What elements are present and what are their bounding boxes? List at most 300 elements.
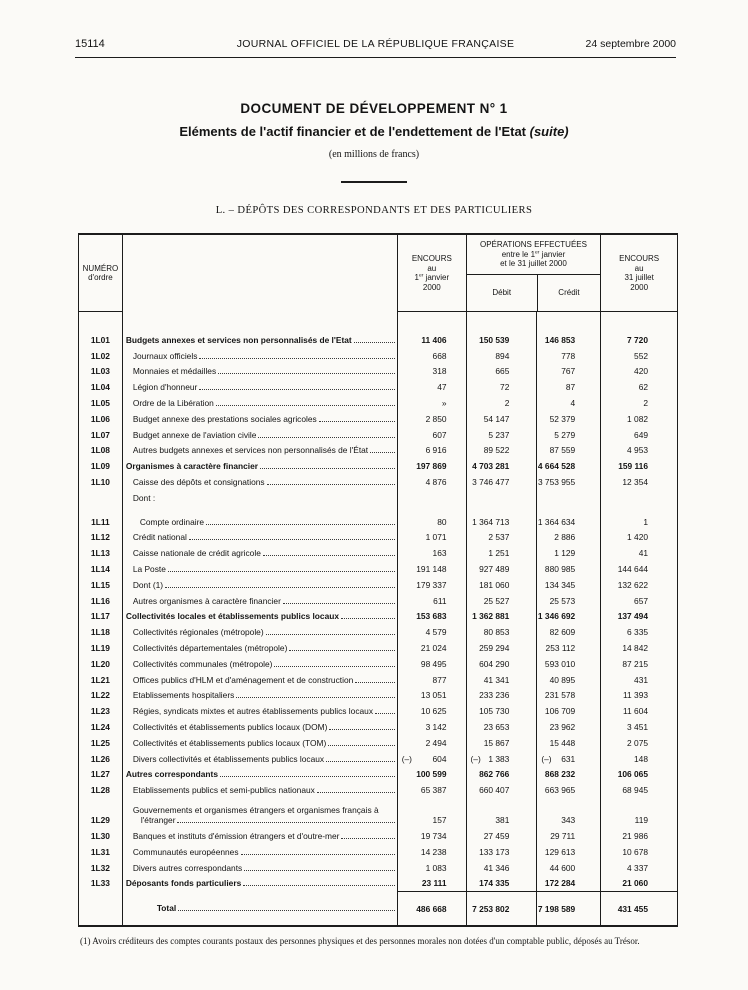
cell-encours-jan: 163: [398, 545, 467, 561]
cell-encours-jan: 153 683: [398, 609, 467, 625]
cell-encours-juil: 649: [634, 429, 649, 440]
cell-encours-juil: 144 644: [617, 563, 649, 574]
row-label: Budget annexe de l'aviation civile: [123, 427, 398, 443]
cell-credit: 593 010: [537, 656, 601, 672]
leader-dots: [258, 437, 394, 438]
row-label: Budgets annexes et services non personnalisés de l'Etat: [123, 332, 398, 348]
table-row: [79, 332, 677, 348]
row-number: 1L10: [79, 474, 123, 490]
cell-encours-jan: 10 625: [398, 703, 467, 719]
cell-encours-jan: 1 071: [398, 530, 467, 546]
cell-credit: 2 886: [537, 530, 601, 546]
table-row: [79, 844, 677, 860]
col-debit-header: Débit: [467, 275, 538, 311]
leader-dots: [165, 587, 395, 588]
row-number: 1L25: [79, 735, 123, 751]
col-encours-juil-header: ENCOURS au 31 juillet 2000: [601, 235, 677, 312]
row-number: 1L09: [79, 458, 123, 474]
cell-encours-jan: 13 051: [398, 688, 467, 704]
cell-encours-jan: 2 494: [398, 735, 467, 751]
leader-dots: [199, 389, 394, 390]
row-label: Collectivités locales et établissements publics locaux: [123, 609, 398, 625]
cell-encours-jan: 877: [398, 672, 467, 688]
table-row: [79, 703, 677, 719]
cell-debit: 105 730: [467, 703, 538, 719]
cell-encours-juil: 148: [634, 753, 648, 764]
cell-encours-juil: 14 842: [622, 642, 649, 653]
cell-encours-juil: 1 420: [627, 532, 649, 543]
row-number: 1L01: [79, 332, 123, 348]
cell-credit: 146 853: [537, 332, 601, 348]
cell-encours-juil: 11 393: [623, 690, 649, 701]
table-row: [79, 593, 677, 609]
document-subtitle-main: Eléments de l'actif financier et de l'endettement de l'Etat: [179, 124, 526, 139]
row-number: 1L13: [79, 545, 123, 561]
table-row: [79, 609, 677, 625]
cell-encours-juil: 87 215: [622, 658, 649, 669]
cell-encours-juil: 12 354: [622, 476, 649, 487]
cell-credit: 3 753 955: [537, 474, 601, 490]
row-label: Déposants fonds particuliers: [123, 876, 398, 892]
cell-encours-juil: 10 678: [622, 846, 649, 857]
cell-credit: 343: [537, 798, 601, 828]
row-label: Crédit national: [123, 530, 398, 546]
row-number: 1L02: [79, 348, 123, 364]
table-header: [79, 235, 677, 312]
row-label: Dont :: [123, 490, 398, 506]
row-label: Organismes à caractère financier: [123, 458, 398, 474]
footnote: [68, 936, 678, 947]
cell-debit: 233 236: [467, 688, 538, 704]
cell-encours-juil: 159 116: [618, 461, 648, 472]
total-encours-jan: 486 668: [398, 891, 467, 925]
row-number: 1L22: [79, 688, 123, 704]
cell-encours-juil: 1: [643, 516, 648, 527]
cell-credit: 82 609: [537, 624, 601, 640]
cell-credit: 231 578: [537, 688, 601, 704]
row-label: Offices publics d'HLM et d'aménagement et de construction: [123, 672, 398, 688]
leader-dots: [319, 421, 395, 422]
row-label: Collectivités communales (métropole): [123, 656, 398, 672]
cell-credit: 15 448: [537, 735, 601, 751]
cell-encours-juil: 657: [634, 595, 649, 606]
cell-encours-juil: 41: [638, 548, 649, 559]
row-number: 1L32: [79, 860, 123, 876]
cell-debit: (–) 1 383: [467, 751, 538, 767]
leader-dots: [266, 634, 395, 635]
row-number: 1L14: [79, 561, 123, 577]
cell-credit: 44 600: [537, 860, 601, 876]
table-row: [79, 577, 677, 593]
leader-dots: [341, 618, 395, 619]
cell-encours-jan: 1 083: [398, 860, 467, 876]
leader-dots: [355, 682, 394, 683]
leader-dots: [326, 761, 395, 762]
cell-encours-juil: 2 075: [627, 737, 649, 748]
table-row: [79, 656, 677, 672]
table-row: [79, 530, 677, 546]
cell-debit: 27 459: [467, 828, 538, 844]
col-operations-header: [467, 235, 602, 312]
row-number: 1L29: [79, 798, 123, 828]
leader-dots: [199, 358, 394, 359]
divider-rule: [341, 181, 407, 183]
table-row: [79, 443, 677, 459]
table-row: [79, 561, 677, 577]
cell-debit: 2: [467, 395, 538, 411]
cell-encours-jan: (–) 604: [398, 751, 467, 767]
cell-encours-juil: 552: [634, 350, 649, 361]
row-label: Régies, syndicats mixtes et autres établissements publics locaux: [123, 703, 398, 719]
table-row: [79, 798, 677, 828]
cell-encours-jan: 197 869: [398, 458, 467, 474]
cell-credit: 253 112: [537, 640, 601, 656]
row-label: Légion d'honneur: [123, 379, 398, 395]
leader-dots: [267, 484, 395, 485]
row-number: 1L30: [79, 828, 123, 844]
unit-note: (en millions de francs): [328, 149, 420, 160]
row-number: 1L21: [79, 672, 123, 688]
cell-encours-jan: [398, 490, 467, 506]
cell-credit: 106 709: [537, 703, 601, 719]
row-number: 1L27: [79, 767, 123, 783]
col-encours-jan-header: ENCOURS au 1er janvier 2000: [398, 235, 467, 312]
table-row: [79, 395, 677, 411]
leader-dots: [168, 571, 395, 572]
cell-encours-jan: 6 916: [398, 443, 467, 459]
row-label: Caisse des dépôts et consignations: [123, 474, 398, 490]
total-credit: 7 198 589: [537, 891, 601, 925]
row-number: 1L15: [79, 577, 123, 593]
cell-encours-jan: 80: [398, 506, 467, 530]
cell-credit: 134 345: [537, 577, 601, 593]
col-numero-header-line1: NUMÉRO: [82, 263, 119, 273]
document-title: DOCUMENT DE DÉVELOPPEMENT N° 1: [240, 101, 508, 116]
leader-dots: [274, 666, 394, 667]
row-number: 1L04: [79, 379, 123, 395]
cell-credit: 880 985: [537, 561, 601, 577]
cell-encours-juil: 132 622: [617, 579, 649, 590]
table-row: [79, 458, 677, 474]
table-row: [79, 751, 677, 767]
cell-credit: (–) 631: [537, 751, 601, 767]
cell-encours-jan: 23 111: [398, 876, 467, 892]
leader-dots: [244, 870, 395, 871]
cell-credit: 767: [537, 364, 601, 380]
journal-title: JOURNAL OFFICIEL DE LA RÉPUBLIQUE FRANÇAISE: [236, 38, 515, 50]
cell-encours-jan: 611: [398, 593, 467, 609]
document-subtitle: [0, 124, 748, 139]
table-row: [79, 719, 677, 735]
cell-encours-jan: 607: [398, 427, 467, 443]
cell-debit: 41 346: [467, 860, 538, 876]
cell-encours-juil: 420: [634, 366, 649, 377]
row-number: 1L08: [79, 443, 123, 459]
table-row: [79, 624, 677, 640]
table-row: [79, 672, 677, 688]
cell-credit: 52 379: [537, 411, 601, 427]
table-row: [79, 312, 677, 332]
cell-debit: 80 853: [467, 624, 538, 640]
cell-credit: 778: [537, 348, 601, 364]
cell-debit: 5 237: [467, 427, 538, 443]
leader-dots: [328, 745, 394, 746]
leader-dots: [260, 468, 395, 469]
page-number: 15114: [75, 38, 105, 50]
cell-encours-juil: 7 720: [627, 334, 648, 345]
cell-encours-jan: 191 148: [398, 561, 467, 577]
cell-debit: 3 746 477: [467, 474, 538, 490]
table-row: [79, 545, 677, 561]
row-label: Autres correspondants: [123, 767, 398, 783]
table-row: [79, 364, 677, 380]
cell-debit: 89 522: [467, 443, 538, 459]
cell-credit: [537, 490, 601, 506]
table-row: [79, 640, 677, 656]
cell-encours-juil: 11 604: [623, 706, 649, 717]
cell-credit: 40 895: [537, 672, 601, 688]
cell-debit: 54 147: [467, 411, 538, 427]
cell-debit: 660 407: [467, 782, 538, 798]
cell-encours-juil: 4 337: [627, 862, 649, 873]
total-debit: 7 253 802: [467, 891, 538, 925]
row-label: Banques et instituts d'émission étrangers et d'outre-mer: [123, 828, 398, 844]
operations-header-caption: OPÉRATIONS EFFECTUÉES entre le 1er janvier et le 31 juillet 2000: [467, 235, 601, 275]
cell-debit: 2 537: [467, 530, 538, 546]
cell-debit: [467, 490, 538, 506]
table-body: [79, 312, 677, 891]
cell-encours-jan: 100 599: [398, 767, 467, 783]
cell-credit: 1 364 634: [537, 506, 601, 530]
row-label: Dont (1): [123, 577, 398, 593]
cell-encours-jan: 47: [398, 379, 467, 395]
leader-dots: [236, 697, 394, 698]
row-label: Divers autres correspondants: [123, 860, 398, 876]
total-label: Total: [156, 903, 177, 914]
issue-date: 24 septembre 2000: [585, 38, 676, 50]
cell-encours-jan: 3 142: [398, 719, 467, 735]
row-number: 1L33: [79, 876, 123, 892]
row-number: [79, 490, 123, 506]
row-number: 1L31: [79, 844, 123, 860]
cell-credit: 29 711: [537, 828, 601, 844]
table-row: [79, 767, 677, 783]
row-number: 1L03: [79, 364, 123, 380]
cell-credit: 868 232: [537, 767, 601, 783]
cell-credit: 4: [537, 395, 601, 411]
table-row: [79, 506, 677, 530]
row-label: Divers collectivités et établissements publics locaux: [123, 751, 398, 767]
cell-debit: 1 364 713: [467, 506, 538, 530]
leader-dots: [189, 539, 395, 540]
table-row: [79, 860, 677, 876]
table-row: [79, 688, 677, 704]
row-label: Collectivités et établissements publics locaux (TOM): [123, 735, 398, 751]
cell-encours-jan: 19 734: [398, 828, 467, 844]
row-number: 1L26: [79, 751, 123, 767]
col-numero-header: [79, 235, 123, 312]
row-number: 1L17: [79, 609, 123, 625]
table-row: [79, 782, 677, 798]
cell-debit: 1 362 881: [467, 609, 538, 625]
cell-debit: 894: [467, 348, 538, 364]
cell-encours-juil: 1 082: [627, 413, 649, 424]
leader-dots: [354, 342, 395, 343]
row-label: Etablissements publics et semi-publics nationaux: [123, 782, 398, 798]
col-label-header: [123, 235, 398, 312]
cell-debit: 72: [467, 379, 538, 395]
table-row: [79, 474, 677, 490]
footnote-text: (1) Avoirs créditeurs des comptes courants postaux des personnes physiques et des personnes morales non dotées d'un comptable public, déposés au Trésor.: [80, 936, 640, 946]
cell-debit: 604 290: [467, 656, 538, 672]
document-subtitle-suffix: (suite): [529, 124, 569, 139]
cell-encours-juil: 68 945: [622, 785, 649, 796]
cell-encours-jan: 668: [398, 348, 467, 364]
row-number: 1L05: [79, 395, 123, 411]
cell-debit: 15 867: [467, 735, 538, 751]
leader-dots: [178, 910, 395, 911]
leader-dots: [375, 713, 395, 714]
table-row: [79, 348, 677, 364]
section-heading: L. – DÉPÔTS DES CORRESPONDANTS ET DES PARTICULIERS: [215, 205, 533, 216]
cell-encours-juil: 6 335: [627, 627, 649, 638]
row-label: Autres budgets annexes et services non personnalisés de l'État: [123, 443, 398, 459]
cell-encours-jan: »: [398, 395, 467, 411]
row-number: 1L07: [79, 427, 123, 443]
cell-credit: 4 664 528: [537, 458, 601, 474]
row-number: 1L24: [79, 719, 123, 735]
row-label: Etablissements hospitaliers: [123, 688, 398, 704]
cell-debit: 174 335: [467, 876, 538, 892]
leader-dots: [218, 373, 395, 374]
leader-dots: [289, 650, 394, 651]
cell-encours-juil: 62: [638, 382, 649, 393]
cell-debit: 4 703 281: [467, 458, 538, 474]
leader-dots: [243, 885, 394, 886]
row-label: Gouvernements et organismes étrangers et organismes français à l'étranger: [123, 798, 398, 828]
col-numero-header-line2: d'ordre: [88, 273, 113, 282]
leader-dots: [220, 776, 395, 777]
row-label: Budget annexe des prestations sociales agricoles: [123, 411, 398, 427]
cell-debit: 41 341: [467, 672, 538, 688]
table-row: [79, 411, 677, 427]
total-encours-juil: 431 455: [601, 891, 677, 925]
row-label: Caisse nationale de crédit agricole: [123, 545, 398, 561]
leader-dots: [329, 729, 394, 730]
leader-dots: [263, 555, 395, 556]
cell-encours-juil: 4 953: [627, 445, 649, 456]
cell-encours-jan: 21 024: [398, 640, 467, 656]
row-label: Communautés européennes: [123, 844, 398, 860]
row-label: Journaux officiels: [123, 348, 398, 364]
leader-dots: [241, 854, 395, 855]
cell-encours-jan: 98 495: [398, 656, 467, 672]
row-label: Collectivités régionales (métropole): [123, 624, 398, 640]
row-label: Collectivités et établissements publics locaux (DOM): [123, 719, 398, 735]
deposits-table: [78, 233, 678, 927]
cell-encours-juil: 2: [643, 397, 649, 408]
cell-credit: 1 129: [537, 545, 601, 561]
leader-dots: [370, 452, 395, 453]
cell-debit: 665: [467, 364, 538, 380]
cell-credit: 5 279: [537, 427, 601, 443]
cell-encours-juil: 119: [634, 815, 649, 826]
row-number: 1L20: [79, 656, 123, 672]
cell-encours-jan: 157: [398, 798, 467, 828]
cell-credit: 663 965: [537, 782, 601, 798]
row-number: 1L16: [79, 593, 123, 609]
leader-dots: [317, 792, 395, 793]
cell-credit: 87 559: [537, 443, 601, 459]
leader-dots: [177, 822, 394, 823]
row-label: Compte ordinaire: [123, 506, 398, 530]
cell-encours-jan: 179 337: [398, 577, 467, 593]
cell-credit: 23 962: [537, 719, 601, 735]
cell-credit: 25 573: [537, 593, 601, 609]
row-number: 1L06: [79, 411, 123, 427]
cell-encours-juil: [601, 490, 677, 506]
table-row: [79, 876, 677, 892]
cell-credit: 172 284: [537, 876, 601, 892]
cell-encours-juil: 3 451: [627, 721, 649, 732]
row-label: Autres organismes à caractère financier: [123, 593, 398, 609]
total-row: [79, 891, 677, 925]
cell-encours-jan: 318: [398, 364, 467, 380]
col-credit-header: Crédit: [558, 288, 580, 298]
row-number: 1L12: [79, 530, 123, 546]
row-number: 1L19: [79, 640, 123, 656]
header-rule: [75, 57, 676, 58]
cell-encours-juil: 431: [634, 674, 649, 685]
cell-debit: 862 766: [467, 767, 538, 783]
leader-dots: [341, 838, 394, 839]
cell-encours-juil: 21 986: [622, 830, 649, 841]
cell-credit: 1 346 692: [537, 609, 601, 625]
table-row: [79, 735, 677, 751]
row-number: 1L28: [79, 782, 123, 798]
cell-encours-juil: 106 065: [617, 769, 648, 780]
cell-encours-jan: 4 876: [398, 474, 467, 490]
cell-credit: 129 613: [537, 844, 601, 860]
cell-debit: 927 489: [467, 561, 538, 577]
table-row: [79, 379, 677, 395]
leader-dots: [206, 524, 395, 525]
cell-debit: 181 060: [467, 577, 538, 593]
row-label: La Poste: [123, 561, 398, 577]
leader-dots: [216, 405, 395, 406]
cell-encours-jan: 11 406: [398, 332, 467, 348]
cell-encours-jan: 65 387: [398, 782, 467, 798]
cell-debit: 23 653: [467, 719, 538, 735]
row-number: 1L11: [79, 506, 123, 530]
running-head: [75, 38, 676, 50]
leader-dots: [283, 603, 395, 604]
cell-encours-jan: 4 579: [398, 624, 467, 640]
cell-encours-jan: 14 238: [398, 844, 467, 860]
row-label: Collectivités départementales (métropole): [123, 640, 398, 656]
cell-encours-juil: 137 494: [617, 611, 648, 622]
row-number: 1L23: [79, 703, 123, 719]
table-row: [79, 828, 677, 844]
cell-encours-jan: 2 850: [398, 411, 467, 427]
row-label: Monnaies et médailles: [123, 364, 398, 380]
cell-debit: 25 527: [467, 593, 538, 609]
row-label: Ordre de la Libération: [123, 395, 398, 411]
cell-debit: 1 251: [467, 545, 538, 561]
cell-encours-juil: 21 060: [622, 878, 648, 889]
table-row: [79, 427, 677, 443]
row-number: 1L18: [79, 624, 123, 640]
